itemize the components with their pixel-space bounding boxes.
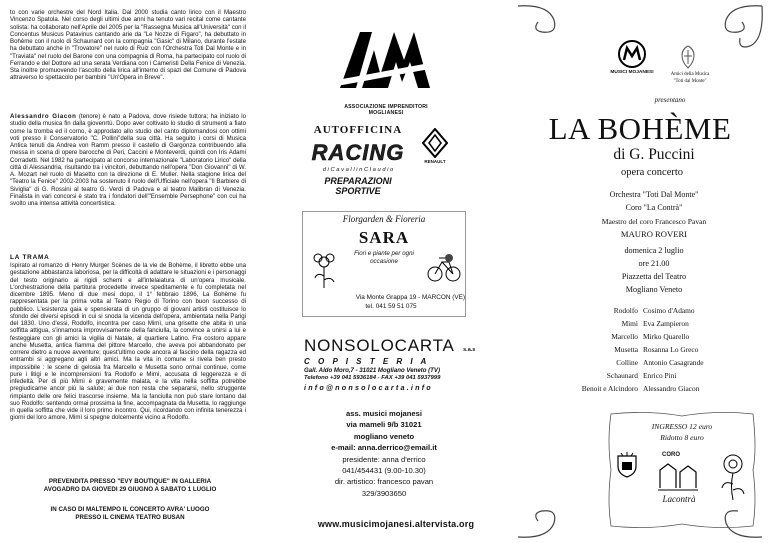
racing-sub: d i C a v a l l i n C l a u d i o xyxy=(322,167,394,173)
maestro-coro: Maestro del coro Francesco Pavan xyxy=(601,217,707,226)
sara-ad xyxy=(302,211,466,317)
toti-label: "Toti dal Monte" xyxy=(673,79,707,84)
nonso-sas: s.a.s xyxy=(463,347,476,353)
cast-role: Schaunard xyxy=(606,371,638,380)
musici-mojanesi-logo-icon xyxy=(617,40,647,70)
sara-header: Florgarden & Fioreria xyxy=(342,214,426,224)
venue-1: Piazzetta del Teatro xyxy=(621,272,687,281)
opera-title: LA BOHÈME xyxy=(548,111,732,146)
assoc-email: e-mail: anna.derrico@email.it xyxy=(331,443,437,453)
amici-label: Amici della Musica xyxy=(670,72,710,77)
flower-icon xyxy=(309,250,339,290)
price-reduced: Ridotto 8 euro xyxy=(660,433,704,442)
right-column xyxy=(512,0,768,543)
association-info xyxy=(286,408,482,499)
sara-phone: tel. 041 59 51 075 xyxy=(365,303,417,310)
assoc-line: mogliano veneto xyxy=(353,431,415,441)
trama-text: Ispirato al romanzo di Henry Murger Scènes de la vie de Bohème, il libretto ebbe una gestazione abbastanza laboriosa, per la difficoltà di adattare le situazioni e i personaggi del testo originario ai rigidi schemi e all'intelaiatura di un'opera musicale. L'orchestrazione della partitura procedette invece speditamente e fu completata nel dicembre 1895. Meno di due mesi dopo, il 1° febbraio 1896, La Bohème fu rappresentata per la prima volta al Teatro Regio di Torino con buon successo di pubblico. L'esistenza gaia e spensierata di un gruppo di giovani artisti costituisce lo sfondo dei diversi episodi in cui si snoda la vicenda dell'opera, ambientata nella Parigi del 1830. Uno d'essi, Rodolfo, incontra per caso Mimì, una grisette che abita in una soffitta attigua, s'innamora improvvisamente della fanciulla, la convince a unirsi a lui e festeggiare con gli amici la vigilia di Natale, al quartiere Latino. Fra costoro appare anche Musetta, antica fiamma del pittore Marcello, che aveva poi abbandonato per correre dietro a nuove avventure; quest'ultimo cede ancora al fascino della ragazza ed entrambi si aggregano agli altri amici. Ma la vita in comune si rivela ben presto impossibile : le scene di gelosia fra Marcello e Musetta sono ormai continue, come pure i litigi e le incomprensioni fra Rodolfo e Mimì, accusata di leggerezza e di infedeltà. Per di più Mimì è gravemente malata, e la vita nella soffitta potrebbe pregiudicarne ancor più la salute; ai due non resta che separarsi, nello struggente rimpianto delle ore felici trascorse insieme. Ma la fanciulla non può stare lontano dal suo Rodolfo: sentendo ormai prossima la fine, accompagnata da Musetta, lo raggiunge in quella soffitta che vide il loro primo incontro. Qui, ricordando con infinita tenerezza i giorni del loro amore, Mimì si spegne dolcemente vicino a Rodolfo. xyxy=(10,262,246,422)
aim-logo-icon xyxy=(326,20,446,110)
assoc-line: 329/3903650 xyxy=(361,488,407,498)
cast-singer: Cosimo d'Adamo xyxy=(643,306,695,315)
cast-singer: Alessandro Giacon xyxy=(643,384,700,393)
sara-address: Via Monte Grappa 19 - MARCON (VE) xyxy=(355,294,465,301)
conductor: MAURO ROVERI xyxy=(620,229,688,239)
racing-top: AUTOFFICINA xyxy=(313,124,403,136)
lacontra-logo-icon xyxy=(656,460,700,494)
assoc-line: 041/454431 (9.00-10.30) xyxy=(342,466,426,476)
cast-role: Musetta xyxy=(614,345,638,354)
bicycle-icon xyxy=(427,252,461,284)
cast-singer: Enrico Pini xyxy=(643,371,677,380)
cast-role: Mimì xyxy=(621,319,638,328)
cast-role: Benoit e Alcindoro xyxy=(581,384,638,393)
cast-singer: Antonio Casagrande xyxy=(643,358,704,367)
assoc-line: dir. artistico: francesco pavan xyxy=(334,477,434,487)
amici-logo-icon xyxy=(678,44,698,70)
maltempo-notice: IN CASO DI MALTEMPO IL CONCERTO AVRA' LUOGO PRESSO IL CINEMA TEATRO BUSAN xyxy=(50,506,210,521)
event-date: domenica 2 luglio xyxy=(624,246,684,255)
sara-name: SARA xyxy=(358,228,410,247)
comune-crest-icon xyxy=(616,452,638,478)
composer: di G. Puccini xyxy=(613,146,695,163)
cast-role: Colline xyxy=(616,358,638,367)
coro: Coro "La Contrà" xyxy=(625,203,683,212)
nonso-email: info@nonsolocarta.info xyxy=(304,383,433,392)
nonso-phone: Telefono +39 041 5936184 - FAX +39 041 5937999 xyxy=(304,375,441,381)
website-link[interactable]: www.musicimojanesi.altervista.org xyxy=(317,519,475,529)
middle-column xyxy=(256,0,512,543)
cast-role: Rodolfo xyxy=(613,306,638,315)
lacontra-logo: Lacontrà xyxy=(662,494,696,504)
renault-label: RENAULT xyxy=(424,159,446,164)
nonsolocarta-ad xyxy=(304,336,509,396)
event-time: ore 21.00 xyxy=(638,259,670,268)
racing-tag: PREPARAZIONI SPORTIVE xyxy=(324,176,392,196)
giacon-bio-paragraph xyxy=(10,113,246,207)
trama-section xyxy=(10,254,246,422)
aim-logo xyxy=(326,20,446,120)
nonso-sub: C O P I S T E R I A xyxy=(304,357,430,366)
nonso-name: NONSOLOCARTA xyxy=(304,336,455,355)
racing-name: RACING xyxy=(311,140,405,165)
prevendita-notice: PREVENDITA PRESSO "EVY BOUTIQUE" IN GALLERIA AVOGADRO DA GIOVEDI 29 GIUGNO A SABATO 1 LUGLIO xyxy=(43,478,217,493)
giacon-name: Alessandro Giacon xyxy=(10,113,77,120)
cast-singer: Rosanna Lo Greco xyxy=(643,345,699,354)
assoc-line: via mameli 9/b 31021 xyxy=(346,420,422,430)
presentano: presentano xyxy=(654,96,686,104)
nonso-address: Gall. Aldo Moro,7 - 31021 Mogliano Veneto (TV) xyxy=(304,367,440,374)
orchestra: Orchestra "Toti Dal Monte" xyxy=(609,190,699,199)
cast-singer: Eva Zampieron xyxy=(643,319,689,328)
cast-singer: Mirko Quarello xyxy=(643,332,690,341)
left-column xyxy=(0,0,256,543)
renault-logo-icon xyxy=(422,128,448,158)
price-full: INGRESSO 12 euro xyxy=(651,422,713,431)
giacon-bio: (tenore) è nato a Padova, dove risiede tuttora; ha iniziato lo studio della musica fin dalla giovenrtù. Dopo aver coltivato lo studio di strumenti a fiato come la tromba ed il corno, è approdato allo studio del canto diplomandosi con ottimi voti presso il Conservatorio "C. Pollini"della sua città. Ha seguito i corsi di Musica Antica tenuti da Andrea von Ramm presso il castello di Gargonza contribuendo alla messa in scena di opere barocche di Peri, Caccini e Monteverdi, quindi con Iris Adami Corradetti. Nel 1982 ha partecipato al concorso internazionale "Laboratorio Lirico" della città di Alessandria, risultando tra i vincitori, debuttando nell'opera "Don Giovanni" di W. A. Mozart nel ruolo di Masetto con la direzione di E. Muller. Nella stagione lirica del "Teatro la Fenice" 2002-2003 ha sostenuto il ruolo dell'Ufficiale nell'opera "Il Barbiere di Siviglia" di G. Rossini al teatro G. Verdi di Padova e al teatro Malibran di Venezia. Finalista in vari concorsi è stato tra i fondatori dell'"Ensemble Persephone" con cui ha svolto una intensa attività concertistica. xyxy=(10,113,246,207)
coro-logo: CORO xyxy=(662,452,680,458)
genre: opera concerto xyxy=(620,167,684,178)
trama-title: LA TRAMA xyxy=(10,254,50,261)
cast-role: Marcello xyxy=(611,332,638,341)
bio-intro: to con varie orchestre del Nord Italia. Dal 2000 studia canto lirico con il Maestro Vincenzo Spatola. Nel corso degli ultimi due anni ha tenuto vari recital come cantante solista: ha collaborato nell'Aprile del 2005 per la "Rassegna Musica all'Università" con il Concentus Musicus Patavinus cantando arie da "Le Nozze di Figaro", ha debuttato in Bohème con il ruolo di Schaunard con la compagnia "Gasic" di Milano, durante l'estate ha debuttato anche in "Trovatore" nel ruolo di Ruiz con l'Orchestra Toti Dal Monte e in "Traviata" nel ruolo del Barone con una compagnia di Roma, ha partecipato col ruolo di Ferrando e del Dottore ad una serata Verdiana con i Cameristi Della Fenice di Venezia. Sta inoltre promuovendo l'ascolto della lirica all'interno di spazi del Comune di Padova attraverso lo spettacolo per bambini "Un'Opera in Breve". xyxy=(10,9,246,82)
venue-2: Mogliano Veneto xyxy=(625,285,683,294)
nonso-name-row xyxy=(304,336,509,356)
assoc-line: presidente: anna d'errico xyxy=(342,454,426,464)
aim-label: ASSOCIAZIONE IMPRENDITORI MOGLIANESI xyxy=(344,104,428,116)
racing-ad xyxy=(304,122,454,207)
logo-text: MUSICI MOJANESI xyxy=(610,70,654,75)
sara-tag: Fiori e piante per ogni occasione xyxy=(354,250,414,265)
assoc-line: ass. musici mojanesi xyxy=(346,409,422,418)
flower-ornament-icon xyxy=(718,452,748,502)
